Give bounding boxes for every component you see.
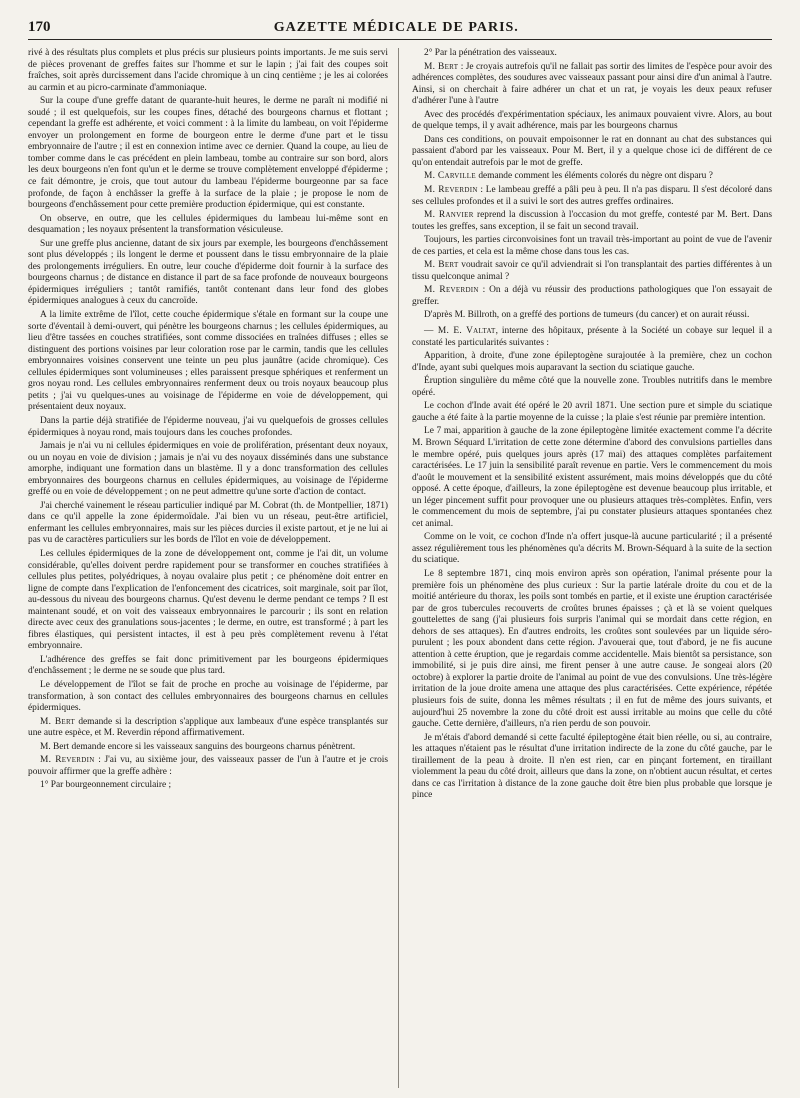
paragraph: Toujours, les parties circonvoisines font un travail très-important au point de vue de l'avenir de ces parties, et cela est la même chose dans tous les cas. — [412, 235, 772, 257]
paragraph: Le 8 septembre 1871, cinq mois environ après son opération, l'animal présente pour la première fois un phénomène des plus curieux : Sur la partie latérale droite du cou et de la moitié antérieure du thorax, les poils sont tombés en partie, et il existe une éruption caractérisée par de gros tubercules recouverts de croûtes brunes épaisses ; çà et là se voient quelques gouttelettes de sang (j'ai plusieurs fois surpris l'animal qui se mordait dans cette région, en dehors de ses attaques). En d'autres endroits, les croûtes sont soulevées par un liquide séro-purulent ; les poux abondent dans cette région. J'avouerai que, tout d'abord, je ne fis aucune attention à cette éruption, que je regardais comme accidentelle. Mais bientôt sa persistance, son immobilité, si je puis dire ainsi, me firent penser à une autre cause. Je songeai alors (20 octobre) à explorer la partie droite de l'animal au point de vue des convulsions. Une très-légère irritation de la joue droite amena une attaque des plus caractérisées. Cette expérience, répétée plusieurs fois de suite, donna les mêmes résultats ; il en fut de même des jours suivants, et aujourd'hui 25 novembre la zone du côté droit est aussi irritable au moins que celle du côté gauche. Cette dernière, d'ailleurs, n'a rien perdu de son pouvoir. — [412, 568, 772, 730]
paragraph: Sur une greffe plus ancienne, datant de six jours par exemple, les bourgeons d'enchâssement sont plus développés ; ils longent le derme et poussent dans le tissu embryonnaire de la plaie des prolongements irréguliers. En outre, leur couche d'épiderme doit fournir à la surface des bourgeons charnus ; de distance en distance il part de sa face profonde de nouveaux bourgeons épidermiques irréguliers ; tantôt ramifiés, tantôt contenant dans leur fond des globes épidermiques analogues à ceux du cancroïde. — [28, 238, 388, 307]
paragraph: A la limite extrême de l'îlot, cette couche épidermique s'étale en formant sur la coupe une sorte d'éventail à demi-ouvert, qui pénètre les bourgeons charnus ; les cellules épidermiques, au lieu d'être tassées en couches stratifiées, sont comme dissociées en traînées diffuses ; elles se distinguent des portions voisines par leur coloration rose par le carmin, tandis que les cellules embryonnaires voisines conservent une teinte un peu plus jaunâtre (acide chromique). Ces cellules épidermiques sont volumineuses ; elles paraissent presque sphériques et renferment un gros noyau rond. Les cellules embryonnaires renferment deux ou trois noyaux beaucoup plus petits ; j'ai vu quelques-unes au voisinage de l'épiderme en voie de développement, qui présentaient deux noyaux. — [28, 310, 388, 413]
paragraph: Dans ces conditions, on pouvait empoisonner le rat en donnant au chat des substances qui passaient d'abord par les vaisseaux. Pour M. Bert, il y a quelque chose ici de différent de ce qu'on entendait autrefois par le mot de greffe. — [412, 134, 772, 168]
paragraph: J'ai cherché vainement le réseau particulier indiqué par M. Cobrat (th. de Montpellier, 1871) dans ce qu'il appelle la zone épidermoïdale. J'ai bien vu un réseau, peut-être artificiel, enfermant les cellules embryonnaires, mais sur les pièces durcies il existe partout, et je ne lui ai pas vu de caractères particuliers sur les bords de l'îlot en voie de développement. — [28, 500, 388, 546]
paragraph: Apparition, à droite, d'une zone épileptogène surajoutée à la première, chez un cochon d'Inde, ayant subi quelques mois auparavant la section du sciatique gauche. — [412, 351, 772, 373]
paragraph: M. Bert voudrait savoir ce qu'il adviendrait si l'on transplantait des parties différentes à un tissu quelconque animal ? — [412, 260, 772, 282]
paragraph: Sur la coupe d'une greffe datant de quarante-huit heures, le derme ne paraît ni modifié ni soudé ; il est quelquefois, sur les coupes fines, détaché des bourgeons charnus et flottant ; cependant la greffe est adhérente, et voici comment : à la limite du lambeau, on voit l'épiderme envoyer un prolongement en forme de bourgeon entre le derme d'une part et le tissu embryonnaire de l'autre ; il est en connexion intime avec ce dernier. Quand la coupe, au lieu de tomber comme dans le cas précédent en plein lambeau, tombe au contraire sur son bord, alors les deux bourgeons n'en font qu'un et le derme se trouve complètement enveloppé d'épiderme ; ce fait démontre, je crois, que tout autour du lambeau l'épiderme bourgeonne par sa face profonde, de façon à enchâsser la greffe à la surface de la plaie ; je propose le nom de bourgeons d'enchâssement pour cette première production épidermique, qui est constante. — [28, 96, 388, 211]
paragraph: Le 7 mai, apparition à gauche de la zone épileptogène limitée exactement comme l'a décrite M. Brown Séquard L'irritation de cette zone détermine d'abord des convulsions partielles dans le membre opéré, puis quelques jours après (17 mai) des attaques complètes parfaitement caractérisées. Le 17 juin la sensibilité paraît revenue en partie. Vers le commencement du mois d'août le mouvement et la sensibilité existent assurément, mais moins développés que du côté opposé. A cette époque, d'ailleurs, la zone épileptogène est devenue beaucoup plus irritable, et un léger pincement suffit pour provoquer une ou plusieurs attaques très-complètes. Enfin, vers le commencement du mois de septembre, j'ai pu constater plusieurs attaques spontanées chez cet animal. — [412, 426, 772, 529]
speaker-name: M. Carville — [424, 171, 476, 182]
paragraph: Je m'étais d'abord demandé si cette faculté épileptogène était bien réelle, ou si, au contraire, les attaques n'étaient pas le résultat d'une irritation indirecte de la zone du côté gauche, par le tiraillement de la peau à droite. Il n'en est rien, car en pinçant fortement, en tiraillant violemment la peau du côté droit, ailleurs que dans la zone, on n'obtient aucun résultat, et certes dans ce cas l'irritation à distance de la zone gauche doit être bien plus probable que lorsque je pince — [412, 732, 772, 801]
paragraph: Éruption singulière du même côté que la nouvelle zone. Troubles nutritifs dans le membre opéré. — [412, 376, 772, 398]
paragraph: 2° Par la pénétration des vaisseaux. — [424, 48, 557, 58]
speaker-name: M. Bert — [424, 260, 459, 271]
paragraph: M. Bert demande si la description s'applique aux lambeaux d'une espèce transplantés sur une autre espèce, et M. Reverdin répond affirmativement. — [28, 716, 388, 739]
paragraph: M. Bert demande encore si les vaisseaux sanguins des bourgeons charnus pénètrent. — [40, 741, 356, 752]
paragraph: M. Carville demande comment les éléments colorés du nègre ont disparu ? — [424, 171, 713, 182]
paragraph: Comme on le voit, ce cochon d'Inde n'a offert jusque-là aucune particularité ; il a présenté assez régulièrement tous les phénomènes qu'a décrits M. Brown-Séquard à la suite de la section du sciatique. — [412, 532, 772, 566]
paragraph: 1° Par bourgeonnement circulaire ; — [40, 780, 172, 791]
paragraph: Jamais je n'ai vu ni cellules épidermiques en voie de prolifération, présentant deux noyaux, ou un noyau en voie de division ; jamais je n'ai vu des noyaux disséminés dans une substance amorphe, indiquant une formation dans un blastème. Il y a donc transformation des cellules embryonnaires des bourgeons charnus en cellules épidermiques, au voisinage de l'épiderme greffé ou en voie de développement ; on ne peut admettre qu'une sorte d'action de contact. — [28, 441, 388, 498]
speaker-name: M. Ranvier — [424, 210, 474, 221]
left-column — [28, 48, 388, 1088]
speaker-name: M. Reverdin — [424, 285, 479, 296]
paragraph: M. Reverdin : J'ai vu, au sixième jour, des vaisseaux passer de l'un à l'autre et je crois pouvoir affirmer que la greffe adhère : — [28, 755, 388, 777]
paragraph: Dans la partie déjà stratifiée de l'épiderme nouveau, j'ai vu quelquefois de grosses cellules épidermiques à noyau rond, mais toujours dans les couches profondes. — [28, 415, 388, 438]
page-number: 170 — [28, 19, 51, 35]
paragraph: M. Reverdin : Le lambeau greffé a pâli peu à peu. Il n'a pas disparu. Il s'est décoloré dans ses cellules profondes et il a suivi le sort des autres greffes ordinaires. — [412, 185, 772, 207]
speaker-name: M. Bert — [424, 61, 459, 72]
speaker-name: M. Bert — [40, 716, 76, 727]
paragraph: On observe, en outre, que les cellules épidermiques du lambeau lui-même sont en desquamation ; les noyaux présentent la transformation vésiculeuse. — [28, 213, 388, 236]
paragraph: M. Reverdin : On a déjà vu réussir des productions pathologiques que l'on essayait de greffer. — [412, 285, 772, 307]
running-title: GAZETTE MÉDICALE DE PARIS. — [273, 20, 519, 35]
paragraph: Le cochon d'Inde avait été opéré le 20 avril 1871. Une section pure et simple du sciatique gauche a été faite à la partie moyenne de la cuisse ; la plaie s'est réunie par première intention. — [412, 401, 772, 423]
speaker-name: M. Reverdin — [40, 755, 95, 766]
right-column — [412, 48, 772, 1088]
paragraph: Avec des procédés d'expérimentation spéciaux, les animaux pouvaient vivre. Alors, au bout de quelque temps, il y avait adhérence, mais par les bourgeons charnus — [412, 109, 772, 132]
page-header — [28, 14, 772, 40]
paragraph: — M. E. Valtat, interne des hôpitaux, présente à la Société un cobaye sur lequel il a constaté les particularités suivantes : — [412, 326, 772, 348]
paragraph: M. Ranvier reprend la discussion à l'occasion du mot greffe, contesté par M. Bert. Dans toutes les greffes, sans exception, il se fait un second travail. — [412, 210, 772, 232]
paragraph: L'adhérence des greffes se fait donc primitivement par les bourgeons épidermiques d'enchâssement ; le derme ne se soude que plus tard. — [28, 654, 388, 677]
paragraph: Les cellules épidermiques de la zone de développement ont, comme je l'ai dit, un volume considérable, qu'elles doivent perdre rapidement pour se transformer en couches stratifiées à cellules plus petites, polyédriques, à noyau ovalaire plus petit ; ce phénomène doit entrer en ligne de compte dans l'explication de l'enfoncement des cicatrices, soit marginale, soit par îlot, au-dessous du niveau des bourgeons charnus. Qu'est devenu le derme pendant ce temps ? Il est maintenant soudé, et on voit des vaisseaux embryonnaires le parcourir ; ils sont en relation directe avec ceux des granulations sous-jacentes ; le derme, en outre, est transformé ; à part les fibres élastiques, qui persistent intactes, il est à peu près complètement revenu à l'état embryonnaire. — [28, 548, 388, 652]
paragraph: Le développement de l'îlot se fait de proche en proche au voisinage de l'épiderme, par transformation, à son contact des cellules embryonnaires des bourgeons charnus en cellules épidermiques. — [28, 679, 388, 714]
paragraph: D'après M. Billroth, on a greffé des portions de tumeurs (du cancer) et on aurait réussi. — [424, 310, 750, 321]
column-divider — [398, 48, 399, 1088]
paragraph: M. Bert : Je croyais autrefois qu'il ne fallait pas sortir des limites de l'espèce pour avoir des adhérences complètes, des soudures avec vaisseaux passant pour ainsi dire d'un animal à l'autre. Ainsi, si on cherchait à faire adhérer un chat et un rat, je voyais les deux peaux refuser d'adhérer l'une à l'autre — [412, 61, 772, 107]
paragraph: rivé à des résultats plus complets et plus précis sur plusieurs points importants. Je me suis servi de pièces provenant de greffes faites sur l'homme et sur le lapin ; j'ai fait des coupes soit fraîches, soit après durcissement dans l'acide chromique à un cinq centième ; je les ai colorées au carmin et au picro-carminate d'ammoniaque. — [28, 48, 388, 93]
speaker-name: — M. E. Valtat — [424, 326, 496, 337]
speaker-name: M. Reverdin — [424, 185, 478, 196]
